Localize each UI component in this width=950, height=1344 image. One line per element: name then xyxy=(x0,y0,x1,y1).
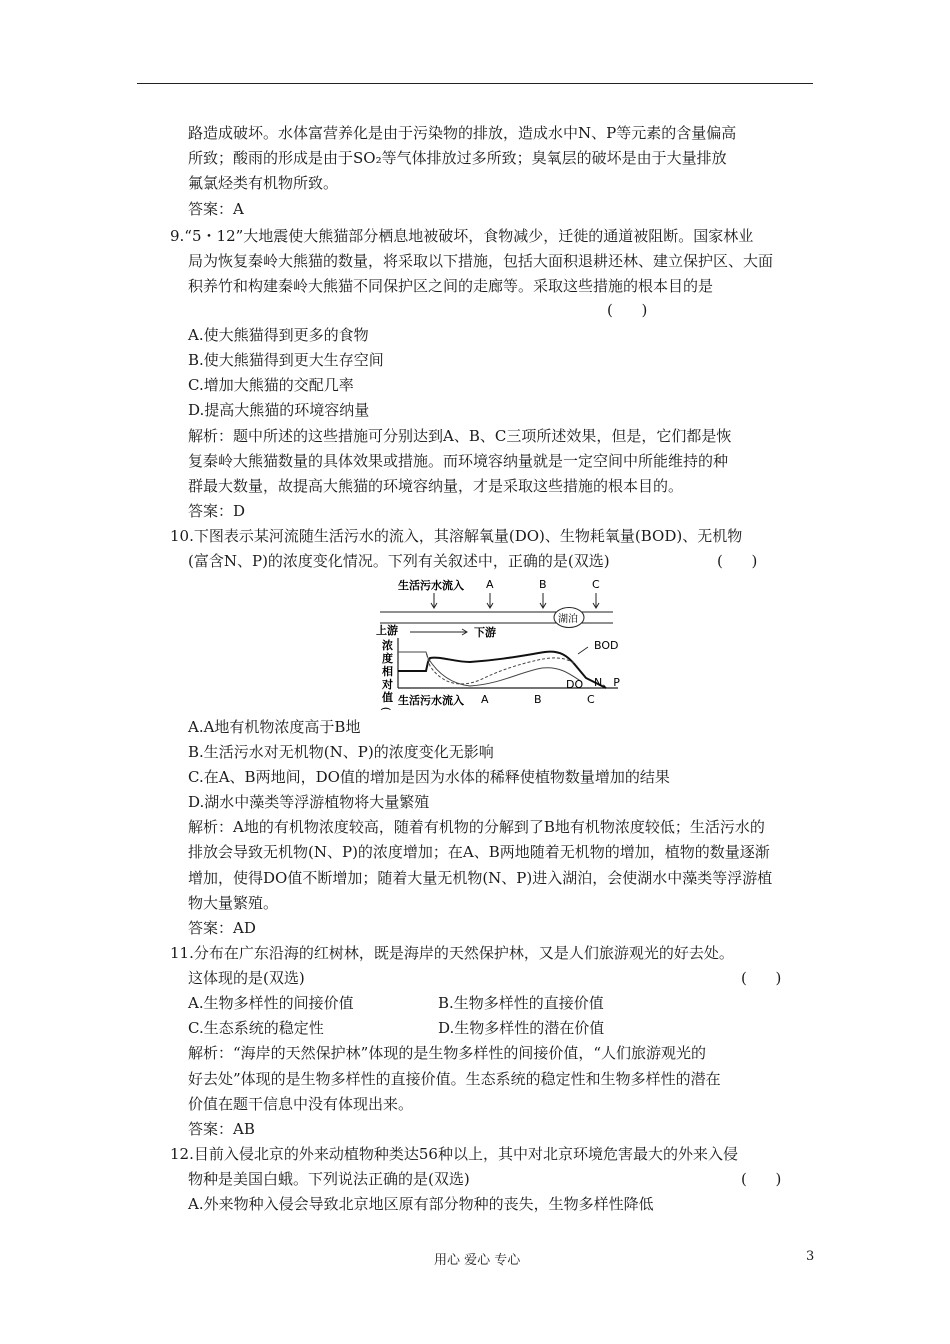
y-label-char: 浓 xyxy=(382,639,393,652)
header-rule xyxy=(137,83,813,84)
q9-option-a: A.使大熊猫得到更多的食物 xyxy=(188,326,369,344)
q11-option-d: D.生物多样性的潜在价值 xyxy=(438,1019,605,1037)
figure-top-label: 生活污水流入 xyxy=(398,579,464,592)
q10-analysis: 解析：A地的有机物浓度较高，随着有机物的分解到了B地有机物浓度较低；生活污水的 xyxy=(188,818,765,836)
y-label-char: 度 xyxy=(382,652,393,665)
q10-option-d: D.湖水中藻类等浮游植物将大量繁殖 xyxy=(188,793,430,811)
q12-stem: 物种是美国白蛾。下列说法正确的是(双选) xyxy=(188,1170,470,1188)
q9-analysis: 复秦岭大熊猫数量的具体效果或措施。而环境容纳量就是一定空间中所能维持的种 xyxy=(188,452,729,470)
x-tick-c: C xyxy=(587,693,595,706)
q11-answer-paren: ( ) xyxy=(741,969,782,987)
q12-answer-paren: ( ) xyxy=(741,1170,782,1188)
q10-option-b: B.生活污水对无机物(N、P)的浓度变化无影响 xyxy=(188,743,494,761)
q11-option-a: A.生物多样性的间接价值 xyxy=(188,994,354,1012)
figure-point-a-top: A xyxy=(486,578,494,591)
x-tick-b: B xyxy=(534,693,542,706)
q12-option-a: A.外来物种入侵会导致北京地区原有部分物种的丧失，生物多样性降低 xyxy=(188,1195,654,1213)
q11-answer: 答案：AB xyxy=(188,1120,255,1138)
footer-slogan: 用心 爱心 专心 xyxy=(434,1253,521,1268)
q11-analysis: 解析：“海岸的天然保护林”体现的是生物多样性的间接价值，“人们旅游观光的 xyxy=(188,1044,707,1062)
y-label-char: 对 xyxy=(382,678,393,691)
q10-analysis: 排放会导致无机物(N、P)的浓度增加；在A、B两地随着无机物的增加，植物的数量逐渐 xyxy=(188,843,770,861)
bod-leader xyxy=(578,647,588,654)
bod-label: BOD xyxy=(594,639,619,652)
q9-answer-paren: ( ) xyxy=(607,301,648,319)
q11-analysis: 好去处”体现的是生物多样性的直接价值。生态系统的稳定性和生物多样性的潜在 xyxy=(188,1070,721,1088)
figure-bottom-label: 生活污水流入 xyxy=(398,694,464,707)
downstream-label: 下游 xyxy=(474,626,496,639)
q10-stem: (富含N、P)的浓度变化情况。下列有关叙述中，正确的是(双选) xyxy=(188,552,610,570)
page-number: 3 xyxy=(806,1249,815,1264)
paragraph-line: 氟氯烃类有机物所致。 xyxy=(188,174,339,192)
y-label-char: 值 xyxy=(382,691,393,704)
q9-option-d: D.提高大熊猫的环境容纳量 xyxy=(188,401,370,419)
y-label-char: 相 xyxy=(382,665,393,678)
q9-option-c: C.增加大熊猫的交配几率 xyxy=(188,376,354,394)
q9-stem: 积养竹和构建秦岭大熊猫不同保护区之间的走廊等。采取这些措施的根本目的是 xyxy=(188,277,714,295)
q12-stem: 12.目前入侵北京的外来动植物种类达56种以上，其中对北京环境危害最大的外来入侵 xyxy=(170,1145,738,1163)
x-tick-a: A xyxy=(481,693,489,706)
q11-stem: 这体现的是(双选) xyxy=(188,969,305,987)
river-pollution-figure xyxy=(370,574,630,712)
q10-answer: 答案：AD xyxy=(188,919,256,937)
q10-answer-paren: ( ) xyxy=(717,552,758,570)
figure-point-c-top: C xyxy=(592,578,600,591)
do-label: DO xyxy=(566,678,584,691)
q10-option-a: A.A地有机物浓度高于B地 xyxy=(188,718,361,736)
q10-analysis: 增加，使得DO值不断增加；随着大量无机物(N、P)进入湖泊，会使湖水中藻类等浮游植 xyxy=(188,869,773,887)
q11-analysis: 价值在题干信息中没有体现出来。 xyxy=(188,1095,414,1113)
q10-stem: 10.下图表示某河流随生活污水的流入，其溶解氧量(DO)、生物耗氧量(BOD)、无机物 xyxy=(170,527,743,545)
answer-line: 答案：A xyxy=(188,200,244,218)
q9-option-b: B.使大熊猫得到更大生存空间 xyxy=(188,351,384,369)
q9-stem: 局为恢复秦岭大熊猫的数量，将采取以下措施，包括大面积退耕还林、建立保护区、大面 xyxy=(188,252,774,270)
np-label: N、P xyxy=(594,676,620,689)
q11-option-c: C.生态系统的稳定性 xyxy=(188,1019,324,1037)
q9-answer: 答案：D xyxy=(188,502,246,520)
y-label-bracket: ) xyxy=(379,706,392,711)
q10-option-c: C.在A、B两地间，DO值的增加是因为水体的稀释使植物数量增加的结果 xyxy=(188,768,670,786)
paragraph-line: 路造成破坏。水体富营养化是由于污染物的排放，造成水中N、P等元素的含量偏高 xyxy=(188,124,737,142)
upstream-label: 上游 xyxy=(376,624,398,637)
q9-analysis: 解析：题中所述的这些措施可分别达到A、B、C三项所述效果，但是，它们都是恢 xyxy=(188,427,732,445)
q9-analysis: 群最大数量，故提高大熊猫的环境容纳量，才是采取这些措施的根本目的。 xyxy=(188,477,684,495)
q11-option-b: B.生物多样性的直接价值 xyxy=(438,994,604,1012)
q9-stem: 9.“5・12”大地震使大熊猫部分栖息地被破坏，食物减少，迁徙的通道被阻断。国家林业 xyxy=(170,227,754,245)
figure-point-b-top: B xyxy=(539,578,547,591)
q10-analysis: 物大量繁殖。 xyxy=(188,894,279,912)
lake-label: 湖泊 xyxy=(558,614,578,625)
paragraph-line: 所致；酸雨的形成是由于SO₂等气体排放过多所致；臭氧层的破坏是由于大量排放 xyxy=(188,149,727,167)
q11-stem: 11.分布在广东沿海的红树林，既是海岸的天然保护林，又是人们旅游观光的好去处。 xyxy=(170,944,734,962)
